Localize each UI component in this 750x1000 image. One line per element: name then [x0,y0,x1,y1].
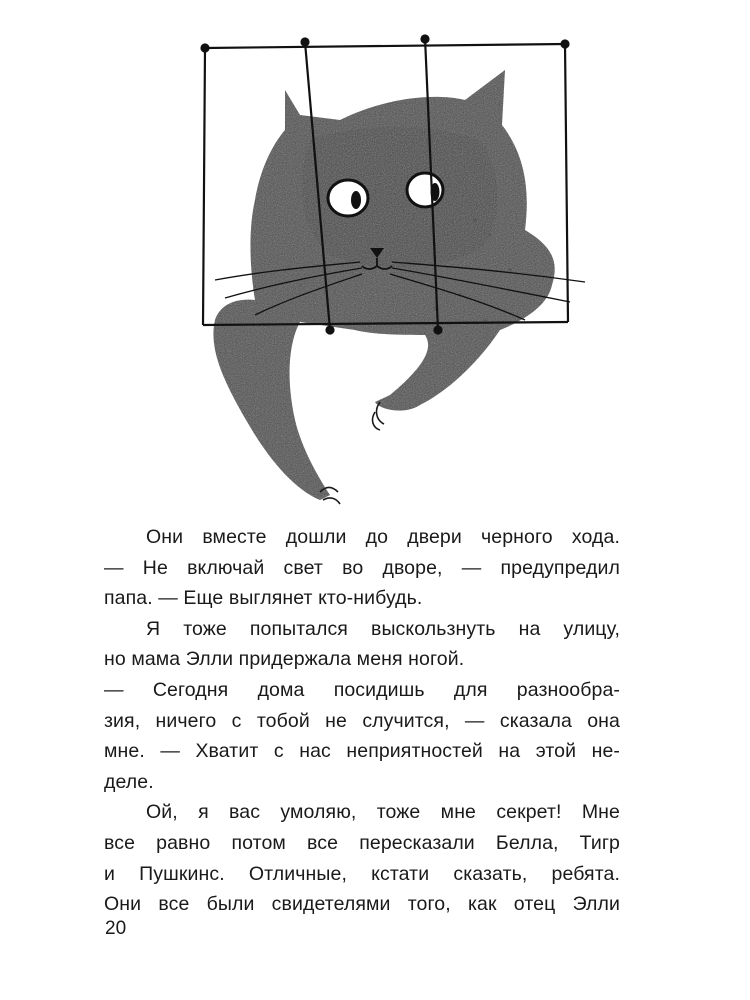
page-number: 20 [105,918,127,939]
text-line: зия, ничего с тобой не случится, — сказала она [104,709,620,732]
text-line: все равно потом все пересказали Белла, Тигр [104,831,620,854]
cat-illustration [180,30,600,520]
text-line: и Пушкинс. Отличные, кстати сказать, ребята. [104,862,620,885]
text-line: Я тоже попытался выскользнуть на улицу, [146,617,620,640]
cat-claws [320,402,384,504]
text-line: Они вместе дошли до двери черного хода. [146,526,620,548]
text-line: деле. [104,770,154,793]
text-line: папа. — Еще выглянет кто-нибудь. [104,587,423,610]
body-text [104,522,620,920]
text-line: — Не включай свет во дворе, — предупредил [104,556,620,579]
text-line: но мама Элли придержала меня ногой. [104,648,465,671]
cat-body [213,70,554,500]
text-line: Ой, я вас умоляю, тоже мне секрет! Мне [146,801,620,824]
text-line: Они все были свидетелями того, как отец Элли [104,893,620,916]
text-line: мне. — Хватит с нас неприятностей на этой не- [104,740,620,763]
text-line: — Сегодня дома посидишь для разнообра- [104,678,620,701]
